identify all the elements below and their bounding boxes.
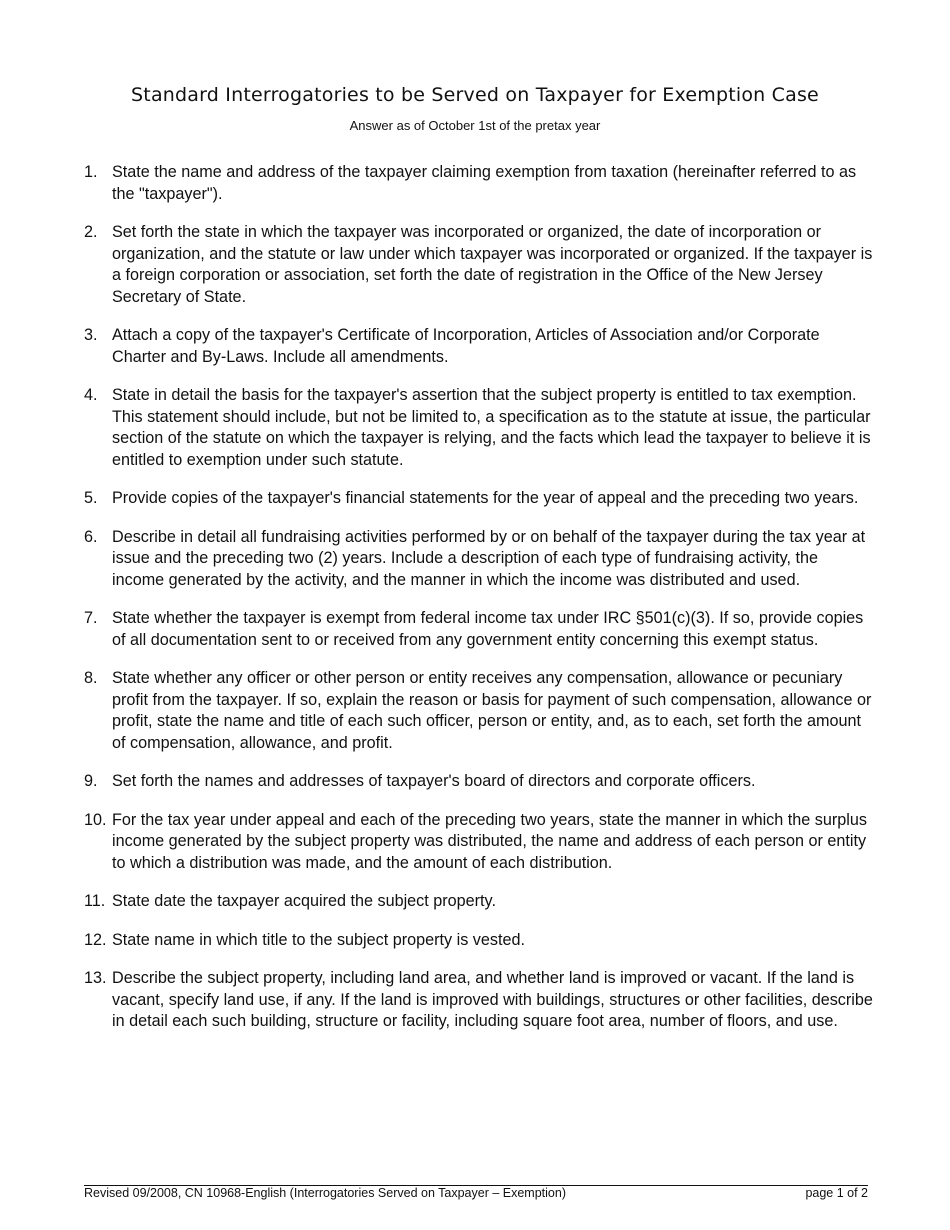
item-number: 5.	[84, 489, 98, 507]
item-number: 10.	[84, 810, 107, 829]
item-number: 4.	[84, 386, 98, 404]
interrogatory-item	[84, 771, 874, 793]
item-text: Attach a copy of the taxpayer's Certificate of Incorporation, Articles of Association and/or Corporate Charter and By-Laws. Include all amendments.	[112, 326, 820, 366]
item-text: Describe in detail all fundraising activities performed by or on behalf of the taxpayer during the tax year at issue and the preceding two (2) years. Include a description of each type of fundraising activity, the income generated by the activity, and the manner in which the income was distributed and used.	[112, 527, 866, 589]
item-text: State whether the taxpayer is exempt from federal income tax under IRC §501(c)(3). If so, provide copies of all documentation sent to or received from any government entity concerning this exempt status.	[112, 609, 864, 649]
item-number: 13.	[84, 969, 107, 987]
interrogatory-item	[84, 930, 874, 952]
item-number: 12.	[84, 930, 107, 949]
item-text: State in detail the basis for the taxpayer's assertion that the subject property is entitled to tax exemption. This statement should include, but not be limited to, a specification as to the statute at issue, the particular section of the statute on which the taxpayer is relying, and the facts which lead the taxpayer to believe it is entitled to exemption under such statute.	[112, 386, 871, 469]
interrogatory-item	[84, 891, 874, 913]
interrogatory-item	[84, 968, 874, 1033]
document-subtitle: Answer as of October 1st of the pretax year	[349, 118, 601, 133]
item-text: Set forth the names and addresses of taxpayer's board of directors and corporate officers.	[112, 772, 756, 790]
interrogatory-item	[84, 668, 874, 754]
item-text: State whether any officer or other person or entity receives any compensation, allowance or pecuniary profit from the taxpayer. If so, explain the reason or basis for payment of such compensation, allowance or profit, state the name and title of each such officer, person or entity, and, as to each, set forth the amount of compensation, allowance, and profit.	[112, 669, 872, 752]
item-text: Provide copies of the taxpayer's financial statements for the year of appeal and the preceding two years.	[112, 489, 859, 507]
item-number: 1.	[84, 163, 98, 181]
document-title: Standard Interrogatories to be Served on Taxpayer for Exemption Case	[131, 84, 819, 106]
footer-page-number: page 1 of 2	[805, 1186, 868, 1200]
interrogatory-list	[84, 162, 874, 1050]
item-number: 6.	[84, 527, 98, 546]
interrogatory-item	[84, 222, 874, 308]
item-number: 3.	[84, 326, 98, 344]
item-text: State date the taxpayer acquired the subject property.	[112, 892, 496, 910]
item-text: For the tax year under appeal and each of the preceding two years, state the manner in which the surplus income generated by the subject property was distributed, the name and address of each person or entity to which a distribution was made, and the amount of each distribution.	[112, 810, 867, 872]
interrogatory-item	[84, 488, 874, 510]
interrogatory-item	[84, 162, 874, 205]
footer-revision: Revised 09/2008, CN 10968-English (Interrogatories Served on Taxpayer – Exemption)	[84, 1186, 566, 1200]
interrogatory-item	[84, 527, 874, 592]
item-text: Set forth the state in which the taxpayer was incorporated or organized, the date of incorporation or organization, and the statute or law under which taxpayer was incorporated or organized. If the taxpayer is a foreign corporation or association, set forth the date of registration in the Office of the New Jersey Secretary of State.	[112, 223, 873, 306]
item-text: State the name and address of the taxpayer claiming exemption from taxation (hereinafter referred to as the "taxpayer").	[112, 163, 857, 203]
item-number: 2.	[84, 223, 98, 241]
interrogatory-item	[84, 325, 874, 368]
item-number: 7.	[84, 609, 98, 627]
interrogatory-item	[84, 608, 874, 651]
interrogatory-item	[84, 810, 874, 875]
item-text: State name in which title to the subject property is vested.	[112, 930, 525, 949]
item-number: 9.	[84, 772, 98, 790]
interrogatory-item	[84, 385, 874, 471]
item-text: Describe the subject property, including land area, and whether land is improved or vacant. If the land is vacant, specify land use, if any. If the land is improved with buildings, structures or other facilities, describe in detail each such building, structure or facility, including square foot area, number of floors, and use.	[112, 969, 873, 1030]
item-number: 8.	[84, 669, 98, 687]
item-number: 11.	[84, 892, 106, 910]
